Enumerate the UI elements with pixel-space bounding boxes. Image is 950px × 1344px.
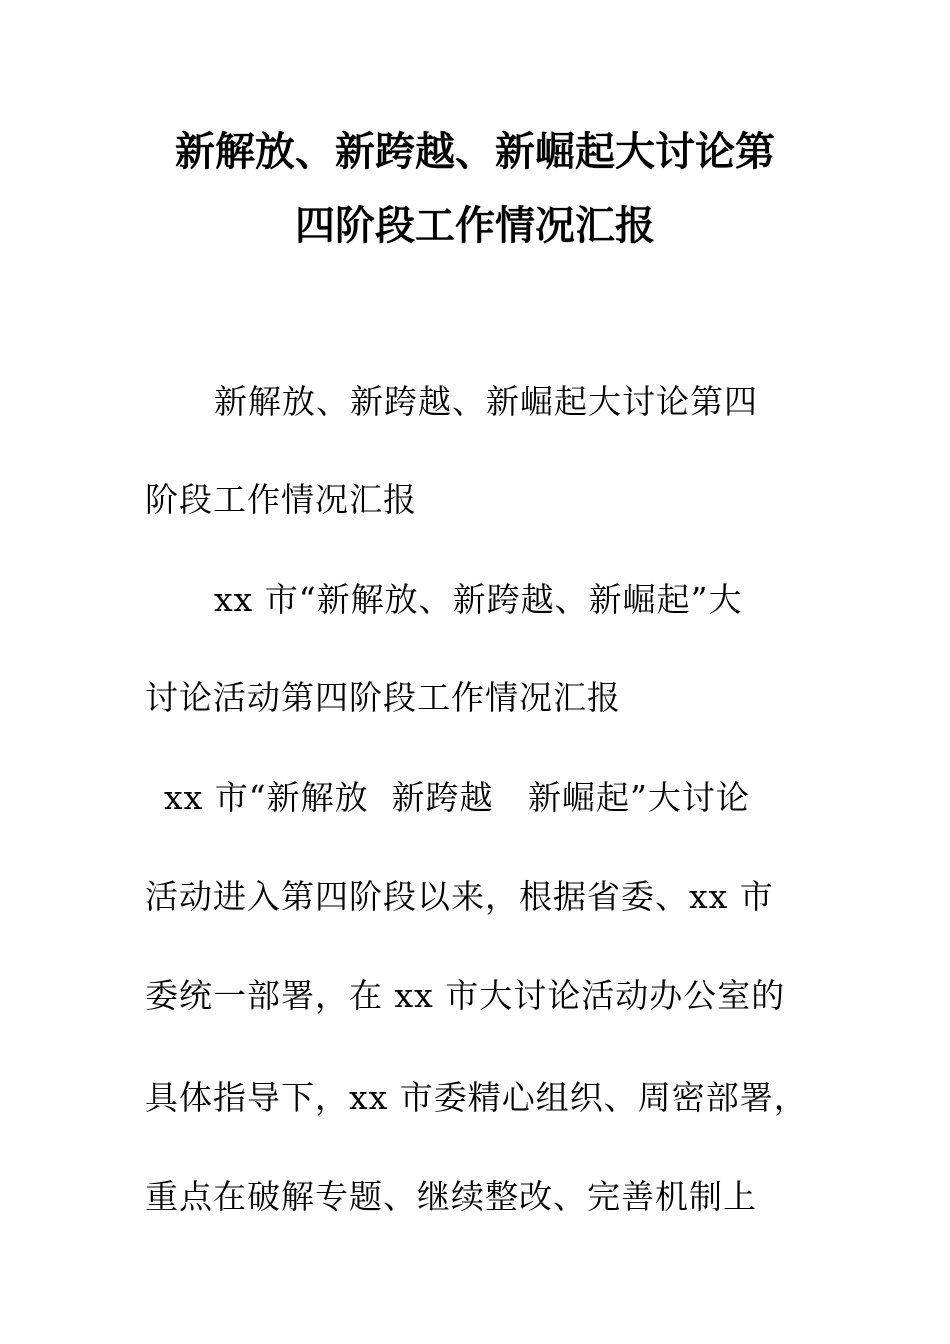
document-title-line-1: 新解放、新跨越、新崛起大讨论第: [175, 128, 775, 175]
body-paragraph-line: 新解放、新跨越、新崛起大讨论第四: [214, 382, 758, 421]
body-paragraph-line: 重点在破解专题、继续整改、完善机制上: [145, 1177, 757, 1216]
body-paragraph-line: 具体指导下，xx 市委精心组织、周密部署，: [145, 1078, 808, 1117]
body-paragraph-line: xx 市“新解放 新跨越 新崛起”大讨论: [164, 778, 750, 817]
body-paragraph-line: xx 市“新解放、新跨越、新崛起”大: [214, 580, 743, 619]
body-paragraph-line: 活动进入第四阶段以来，根据省委、xx 市: [145, 877, 774, 916]
document-title-line-2: 四阶段工作情况汇报: [295, 202, 655, 249]
body-paragraph-line: 讨论活动第四阶段工作情况汇报: [145, 678, 621, 717]
body-paragraph-line: 阶段工作情况汇报: [145, 480, 417, 519]
body-paragraph-line: 委统一部署，在 xx 市大讨论活动办公室的: [145, 976, 786, 1015]
